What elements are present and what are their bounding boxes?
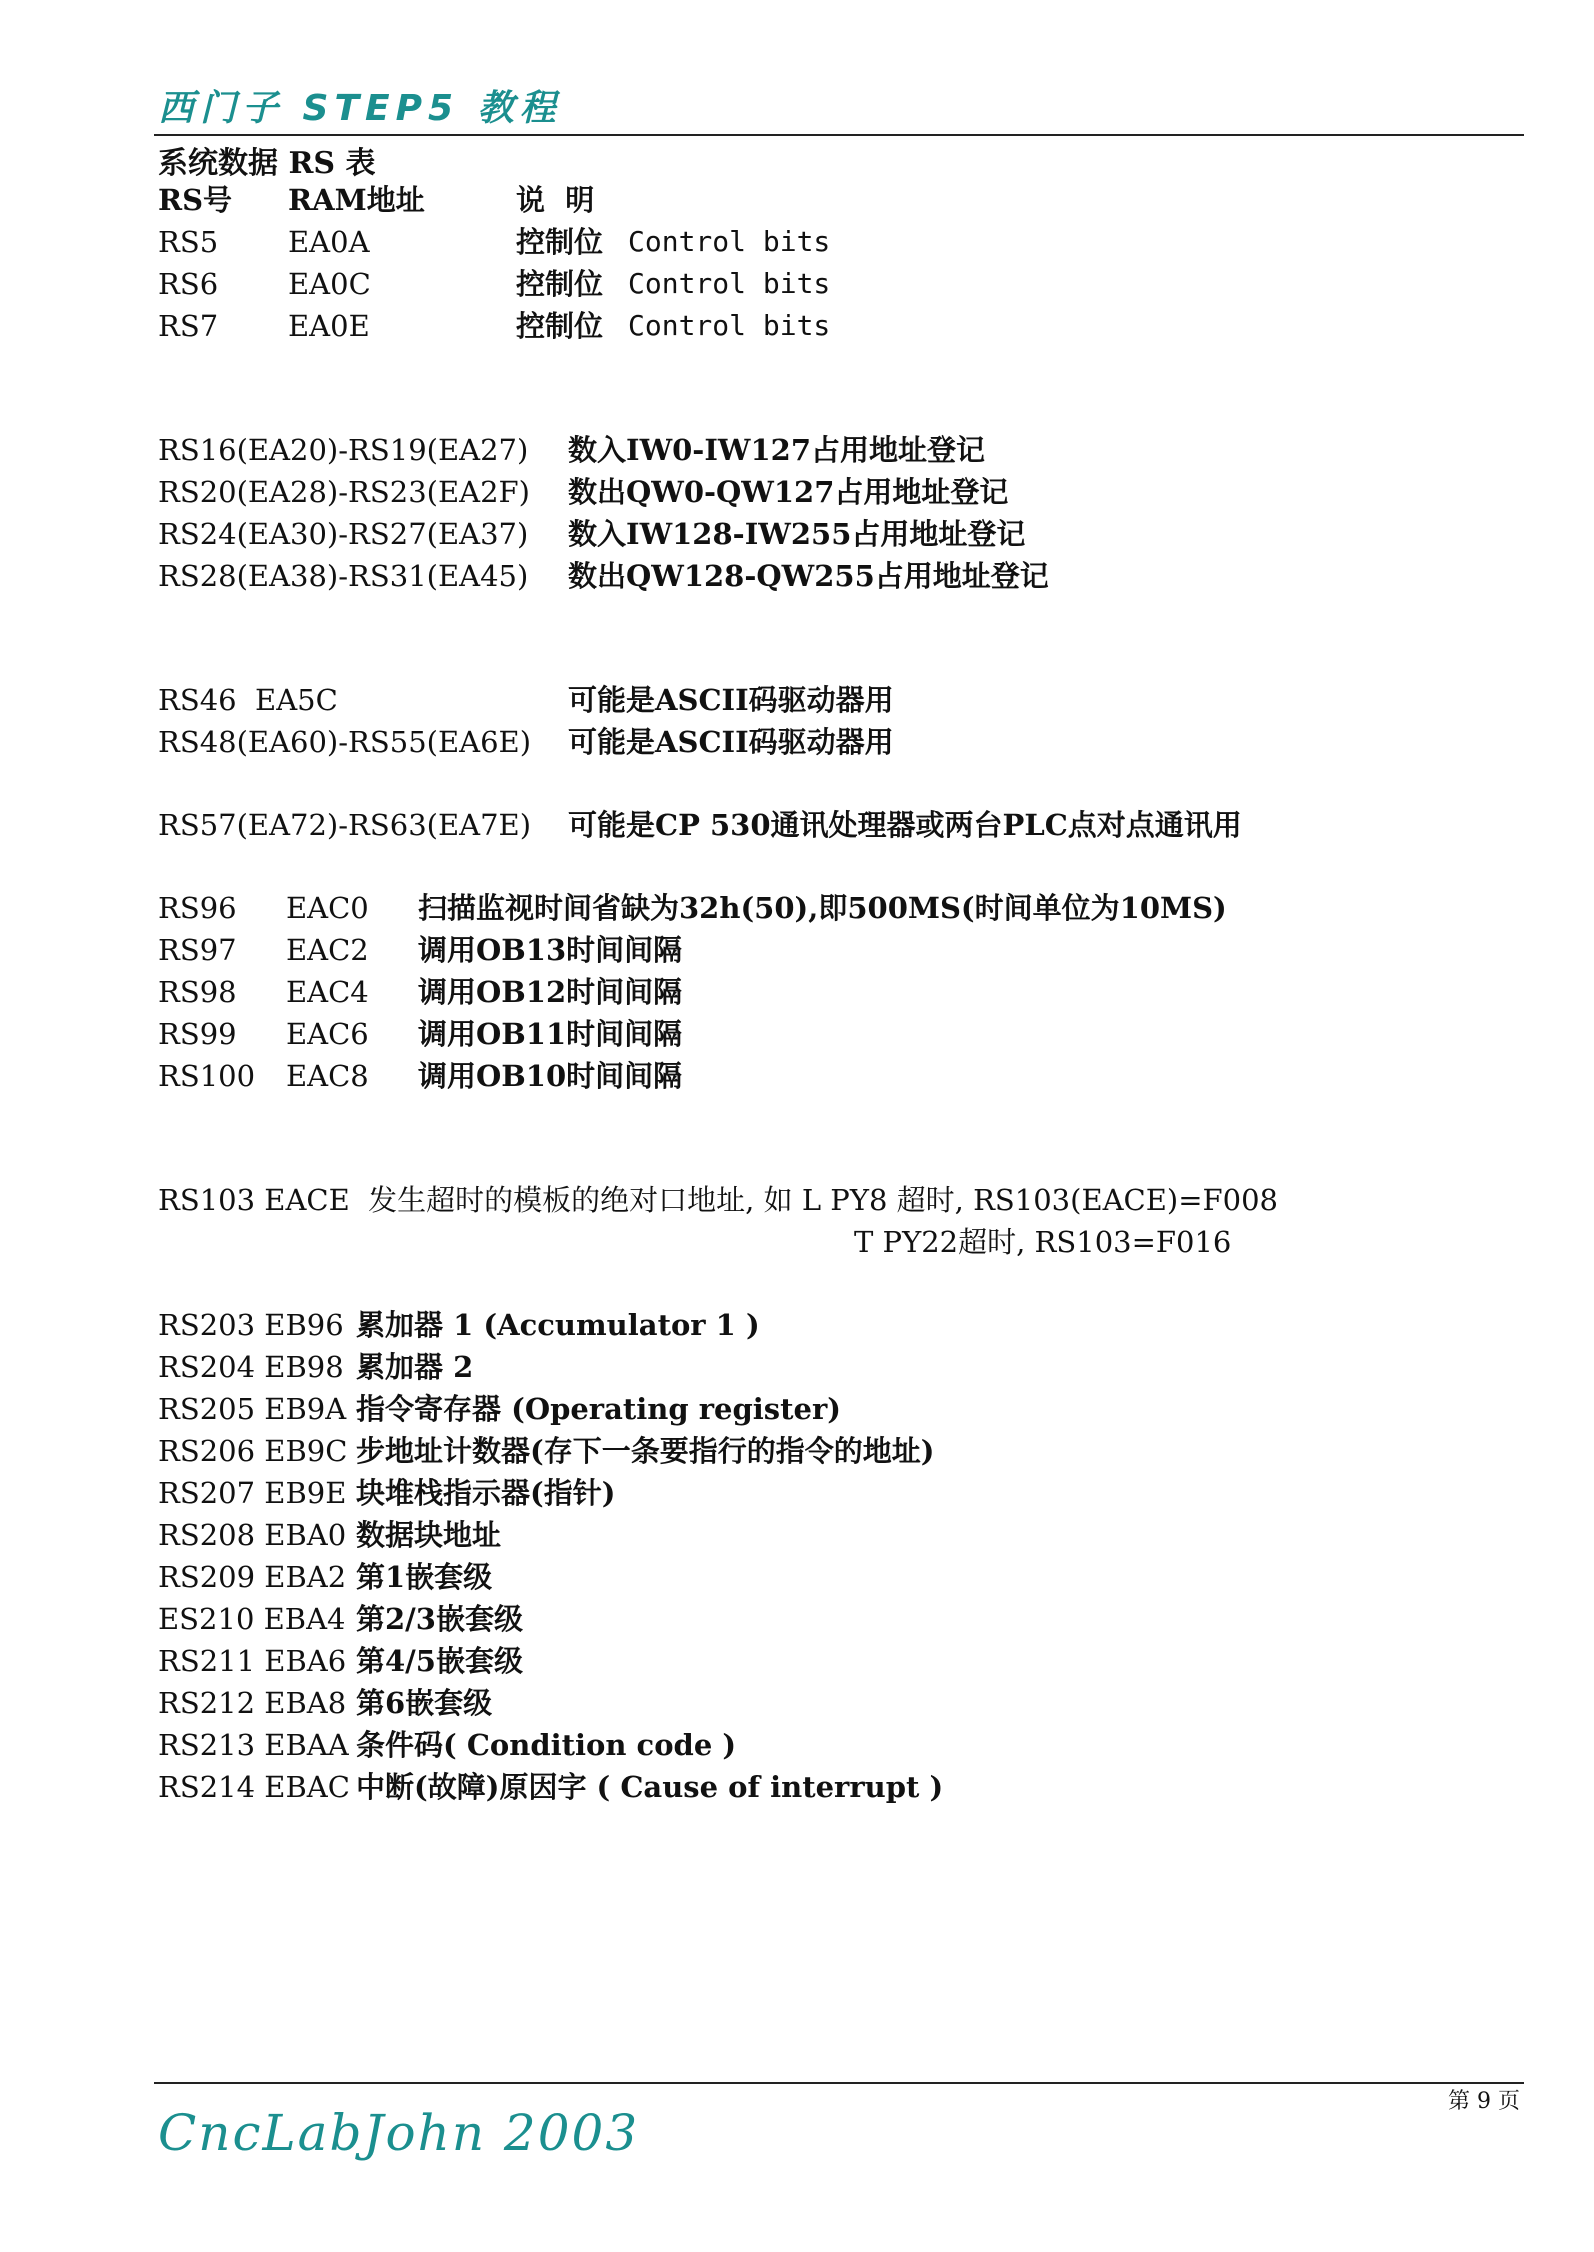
rs-range: RS24(EA30)-RS27(EA37): [158, 517, 529, 551]
rs-range: RS28(EA38)-RS31(EA45): [158, 559, 529, 593]
rs-number: RS98: [158, 975, 237, 1009]
footer-rule: [154, 2082, 1524, 2084]
description-en: Control bits: [628, 309, 831, 342]
description-cn: 控制位: [516, 225, 604, 259]
ram-address: EAC8: [286, 1059, 369, 1093]
header-title: 西门子 STEP5 教程: [158, 88, 562, 129]
rs-register: RS203 EB96: [158, 1308, 344, 1342]
rs-register: RS204 EB98: [158, 1350, 344, 1384]
footer-signature: CncLabJohn 2003: [158, 2104, 640, 2162]
description: 调用OB12时间间隔: [418, 975, 683, 1009]
section-title: 系统数据 RS 表: [158, 146, 376, 181]
description: 步地址计数器(存下一条要指行的指令的地址): [356, 1434, 935, 1468]
rs-register: RS213 EBAA: [158, 1728, 349, 1762]
description: 累加器 1 (Accumulator 1 ): [356, 1308, 760, 1342]
ram-address: EAC6: [286, 1017, 369, 1051]
rs-register: RS212 EBA8: [158, 1686, 347, 1720]
ram-address: EAC2: [286, 933, 369, 967]
timeout-text: RS103 EACE 发生超时的模板的绝对口地址, 如 L PY8 超时, RS103(EACE)=F008: [158, 1183, 1278, 1217]
description: 第2/3嵌套级: [356, 1602, 523, 1636]
description: 第1嵌套级: [356, 1560, 493, 1594]
rs-number: RS97: [158, 933, 237, 967]
description: 可能是ASCII码驱动器用: [568, 683, 894, 717]
rs-register: RS211 EBA6: [158, 1644, 347, 1678]
description: 数出QW128-QW255占用地址登记: [568, 559, 1049, 593]
rs-register: RS206 EB9C: [158, 1434, 348, 1468]
rs-range: RS46 EA5C: [158, 683, 338, 717]
description: 中断(故障)原因字 ( Cause of interrupt ): [356, 1770, 944, 1804]
timeout-line-2: [158, 1222, 1232, 1302]
description: 调用OB11时间间隔: [418, 1017, 683, 1051]
description: 数据块地址: [356, 1518, 502, 1552]
column-header: 说 明: [516, 183, 595, 217]
description-cn: 控制位: [516, 309, 604, 343]
description-en: Control bits: [628, 225, 831, 258]
ram-address: EAC0: [286, 891, 369, 925]
page-number: 第 9 页: [1448, 2089, 1520, 2114]
rs-range: RS57(EA72)-RS63(EA7E): [158, 808, 532, 842]
description: 条件码( Condition code ): [356, 1728, 737, 1762]
ram-address: EA0C: [288, 267, 371, 301]
rs-number: RS7: [158, 309, 219, 343]
description: 块堆栈指示器(指针): [356, 1476, 616, 1510]
column-header: RS号: [158, 183, 233, 217]
description: 可能是ASCII码驱动器用: [568, 725, 894, 759]
description-en: Control bits: [628, 267, 831, 300]
description: 可能是CP 530通讯处理器或两台PLC点对点通讯用: [568, 808, 1242, 842]
description: 数出QW0-QW127占用地址登记: [568, 475, 1009, 509]
rs-register: RS209 EBA2: [158, 1560, 347, 1594]
rs-number: RS96: [158, 891, 237, 925]
ram-address: EA0E: [288, 309, 370, 343]
header-rule: [154, 134, 1524, 136]
ram-address: EAC4: [286, 975, 369, 1009]
rs-range: RS48(EA60)-RS55(EA6E): [158, 725, 532, 759]
column-header: RAM地址: [288, 183, 425, 217]
description: 扫描监视时间省缺为32h(50),即500MS(时间单位为10MS): [418, 891, 1227, 925]
timeout-text: T PY22超时, RS103=F016: [854, 1225, 1232, 1259]
rs-register: ES210 EBA4: [158, 1602, 346, 1636]
rs-number: RS5: [158, 225, 219, 259]
description: 数入IW128-IW255占用地址登记: [568, 517, 1026, 551]
description: 调用OB13时间间隔: [418, 933, 683, 967]
description: 指令寄存器 (Operating register): [356, 1392, 841, 1426]
rs-range: RS20(EA28)-RS23(EA2F): [158, 475, 530, 509]
rs-number: RS6: [158, 267, 219, 301]
rs-number: RS100: [158, 1059, 256, 1093]
rs-range: RS16(EA20)-RS19(EA27): [158, 433, 529, 467]
list-item: [158, 556, 1049, 676]
rs-number: RS99: [158, 1017, 237, 1051]
description-cn: 控制位: [516, 267, 604, 301]
description: 第4/5嵌套级: [356, 1644, 523, 1678]
description: 累加器 2: [356, 1350, 474, 1384]
rs-register: RS208 EBA0: [158, 1518, 347, 1552]
rs-register: RS205 EB9A: [158, 1392, 347, 1426]
ram-address: EA0A: [288, 225, 370, 259]
description: 第6嵌套级: [356, 1686, 493, 1720]
rs-register: RS214 EBAC: [158, 1770, 350, 1804]
list-item: [158, 1767, 944, 1887]
rs-register: RS207 EB9E: [158, 1476, 347, 1510]
description: 数入IW0-IW127占用地址登记: [568, 433, 986, 467]
description: 调用OB10时间间隔: [418, 1059, 683, 1093]
